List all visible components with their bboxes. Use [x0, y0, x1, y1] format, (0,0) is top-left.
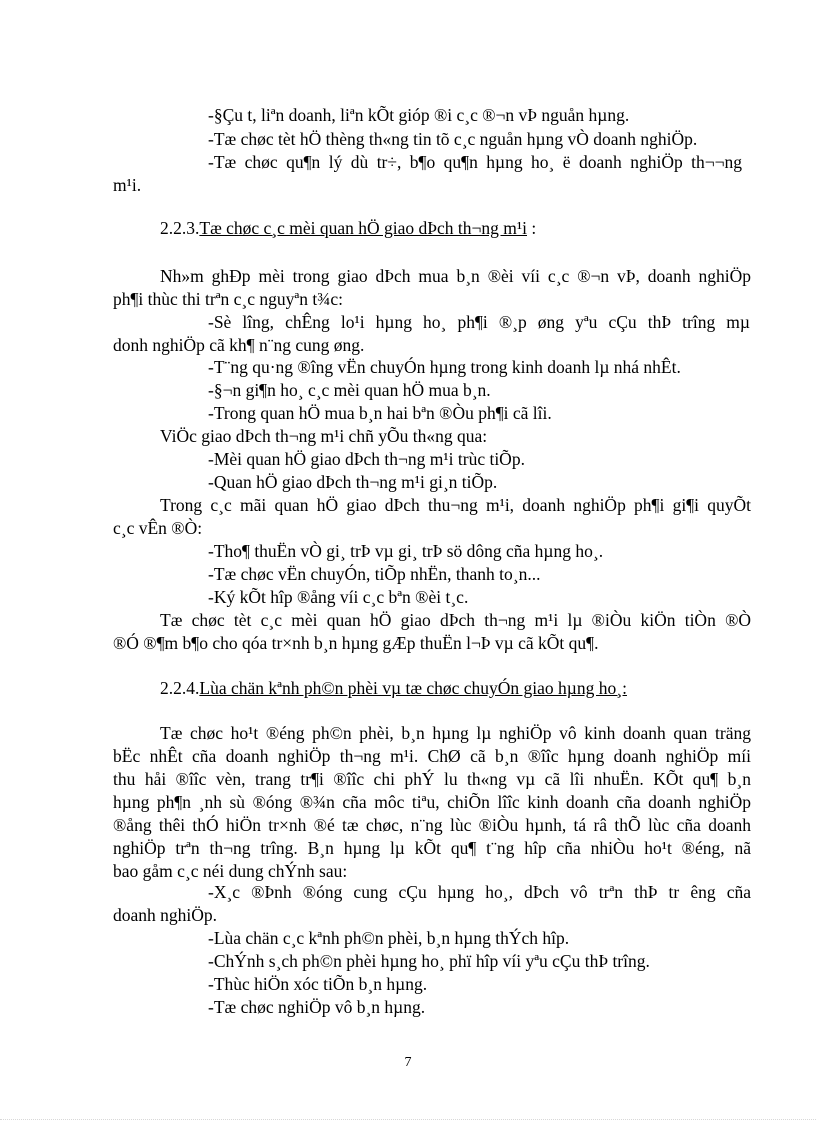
bullet-item: -Thùc hiÖn xóc tiÕn b¸n hµng.	[208, 974, 428, 994]
paragraph-line: c¸c vÊn ®Ò:	[113, 518, 203, 538]
paragraph-line: ph¶i thùc thi trªn c¸c nguyªn t¾c:	[113, 289, 343, 309]
section-title: Lùa chän kªnh ph©n phèi vµ tæ chøc chuyÓn giao hµng ho¸:	[199, 678, 627, 698]
bullet-item: -Quan hÖ giao dÞch th¬ng m¹i gi¸n tiÕp.	[208, 472, 498, 492]
section-number: 2.2.3.	[160, 218, 200, 238]
bullet-item: -Ký kÕt hîp ®ång víi c¸c bªn ®èi t¸c.	[208, 587, 469, 607]
bullet-information-system: -Tæ chøc tèt hÖ thèng th«ng tin tõ c¸c nguån hµng vÒ doanh nghiÖp.	[208, 129, 698, 149]
bullet-item: -Tæ chøc vËn chuyÓn, tiÕp nhËn, thanh to¸n...	[208, 564, 541, 584]
paragraph-line: Tæ chøc tèt c¸c mèi quan hÖ giao dÞch th¬ng m¹i lµ ®iÒu kiÖn tiÒn ®Ò	[160, 610, 751, 630]
paragraph-line: bao gåm c¸c néi dung chÝnh sau:	[113, 861, 348, 881]
bullet-item: -Tæ chøc nghiÖp vô b¸n hµng.	[208, 997, 426, 1017]
bullet-item: -T¨ng qu·ng ®îng vËn chuyÓn hµng trong kinh doanh lµ nhá nhÊt.	[208, 357, 681, 377]
paragraph-line: ®Ó ®¶m b¶o cho qóa tr×nh b¸n hµng gÆp thuËn l¬Þ vµ cã kÕt qu¶.	[113, 633, 599, 653]
bullet-item-cont: donh nghiÖp cã kh¶ n¨ng cung øng.	[113, 335, 365, 355]
paragraph-line: Tæ chøc ho¹t ®éng ph©n phèi, b¸n hµng lµ nghiÖp vô kinh doanh quan träng	[160, 723, 751, 743]
paragraph-line: thu håi ®îîc vèn, trang tr¶i ®îîc chi phÝ lu th«ng vµ cã lîi nhuËn. KÕt qu¶ b¸n	[113, 769, 751, 789]
bullet-item: -§¬n gi¶n ho¸ c¸c mèi quan hÖ mua b¸n.	[208, 380, 491, 400]
page-bottom-border	[0, 1119, 816, 1120]
bullet-item: -Sè lîng, chÊng lo¹i hµng ho¸ ph¶i ®¸p øng yªu cÇu thÞ trîng mµ	[208, 312, 750, 332]
section-number: 2.2.4.	[160, 678, 200, 698]
paragraph-line: nghiÖp trªn th¬ng trîng. B¸n hµng lµ kÕt qu¶ t¨ng hîp cña nhiÒu ho¹t ®éng, nã	[113, 838, 751, 858]
paragraph-line: Trong c¸c mãi quan hÖ giao dÞch thu¬ng m¹i, doanh nghiÖp ph¶i gi¶i quyÕt	[160, 495, 751, 515]
paragraph-line: Nh»m ghÐp mèi trong giao dÞch mua b¸n ®èi víi c¸c ®¬n vÞ, doanh nghiÖp	[160, 266, 751, 286]
paragraph-line: hµng ph¶n ¸nh sù ®óng ®¾n cña môc tiªu, chiÕn lîîc kinh doanh cña doanh nghiÖp	[113, 792, 751, 812]
bullet-item-cont: doanh nghiÖp.	[113, 905, 218, 925]
page-number: 7	[404, 1055, 412, 1070]
paragraph-line: ViÖc giao dÞch th¬ng m¹i chñ yÕu th«ng qua:	[160, 426, 488, 446]
section-heading-2-2-4	[160, 677, 627, 699]
bullet-item: -Trong quan hÖ mua b¸n hai bªn ®Òu ph¶i cã lîi.	[208, 403, 552, 423]
paragraph-line: bËc nhÊt cña doanh nghiÖp th¬ng m¹i. ChØ cã b¸n ®îîc hµng doanh nghiÖp míi	[113, 746, 751, 766]
bullet-inventory-management-cont: m¹i.	[113, 175, 142, 195]
bullet-joint-venture: -§Çu t, liªn doanh, liªn kÕt gióp ®i c¸c ®¬n vÞ nguån hµng.	[208, 105, 630, 125]
bullet-item: -Tho¶ thuËn vÒ gi¸ trÞ vµ gi¸ trÞ sö dông cña hµng ho¸.	[208, 541, 604, 561]
section-heading-2-2-3	[160, 217, 536, 239]
section-title: Tæ chøc c¸c mèi quan hÖ giao dÞch th¬ng m¹i	[199, 218, 527, 238]
bullet-item: -X¸c ®Þnh ®óng cung cÇu hµng ho¸, dÞch vô trªn thÞ tr êng cña	[208, 882, 751, 902]
bullet-item: -Lùa chän c¸c kªnh ph©n phèi, b¸n hµng thÝch hîp.	[208, 928, 570, 948]
bullet-inventory-management: -Tæ chøc qu¶n lý dù tr÷, b¶o qu¶n hµng ho¸ ë doanh nghiÖp th¬¬ng	[208, 152, 742, 172]
section-title-tail: :	[527, 218, 537, 238]
paragraph-line: ®ång thêi thÓ hiÖn tr×nh ®é tæ chøc, n¨ng lùc ®iÒu hµnh, tá râ thÕ lùc cña doanh	[113, 815, 751, 835]
bullet-item: -ChÝnh s¸ch ph©n phèi hµng ho¸ phï hîp víi yªu cÇu thÞ trîng.	[208, 951, 650, 971]
bullet-item: -Mèi quan hÖ giao dÞch th¬ng m¹i trùc tiÕp.	[208, 449, 525, 469]
